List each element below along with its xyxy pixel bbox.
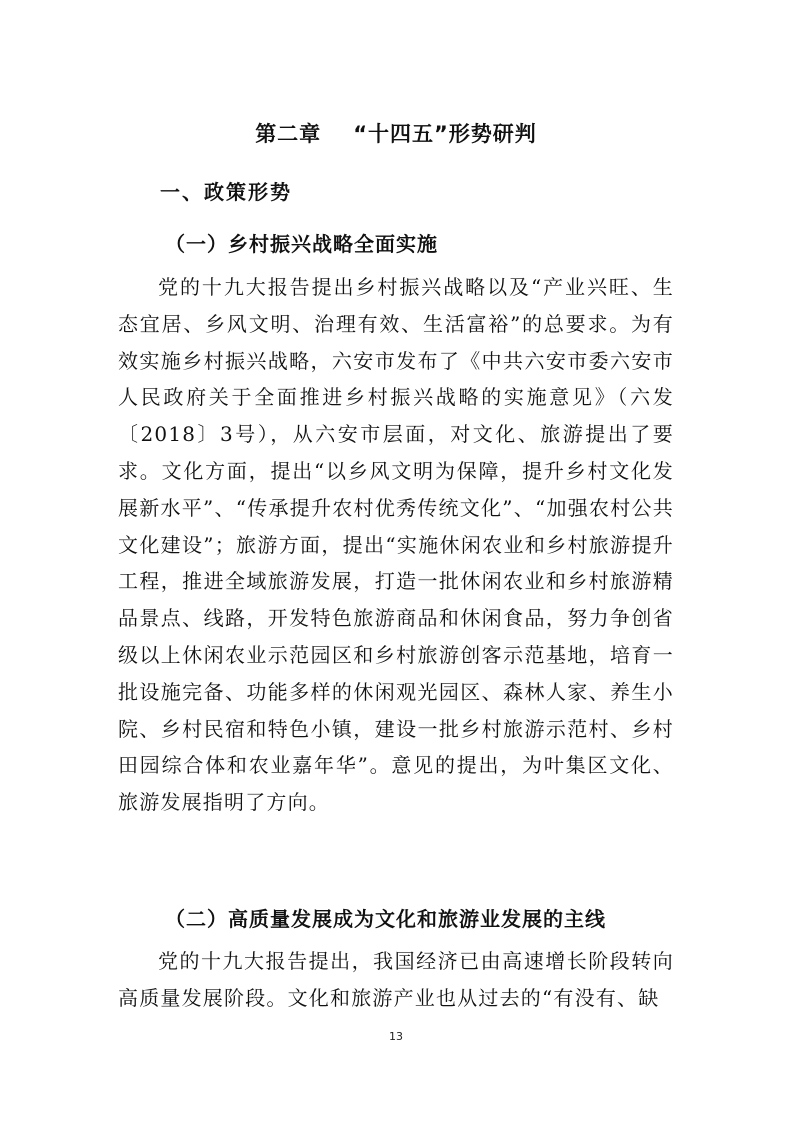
chapter-title-text: “十四五”形势研判 [353,122,537,146]
page-number: 13 [389,1030,403,1043]
subsection-title-2: （二）高质量发展成为文化和旅游业发展的主线 [165,907,606,931]
body-paragraph-2: 党的十九大报告提出，我国经济已由高速增长阶段转向高质量发展阶段。文化和旅游产业也从过去的“有没有、缺 [118,949,674,1010]
chapter-number-label: 第二章 [255,122,322,146]
chapter-title [0,118,792,148]
body-paragraph-1: 党的十九大报告提出乡村振兴战略以及“产业兴旺、生态宜居、乡风文明、治理有效、生活富裕”的总要求。为有效实施乡村振兴战略，六安市发布了《中共六安市委六安市人民政府关于全面推进乡村振兴战略的实施意见》（六发〔2018〕3号），从六安市层面，对文化、旅游提出了要求。文化方面，提出“以乡风文明为保障，提升乡村文化发展新水平”、“传承提升农村优秀传统文化”、“加强农村公共文化建设”；旅游方面，提出“实施休闲农业和乡村旅游提升工程，推进全域旅游发展，打造一批休闲农业和乡村旅游精品景点、线路，开发特色旅游商品和休闲食品，努力争创省级以上休闲农业示范园区和乡村旅游创客示范基地，培育一批设施完备、功能多样的休闲观光园区、森林人家、养生小院、乡村民宿和特色小镇，建设一批乡村旅游示范村、乡村田园综合体和农业嘉年华”。意见的提出，为叶集区文化、旅游发展指明了方向。 [118,275,674,815]
section-title: 一、政策形势 [160,180,292,204]
subsection-title-1: （一）乡村振兴战略全面实施 [165,232,438,256]
